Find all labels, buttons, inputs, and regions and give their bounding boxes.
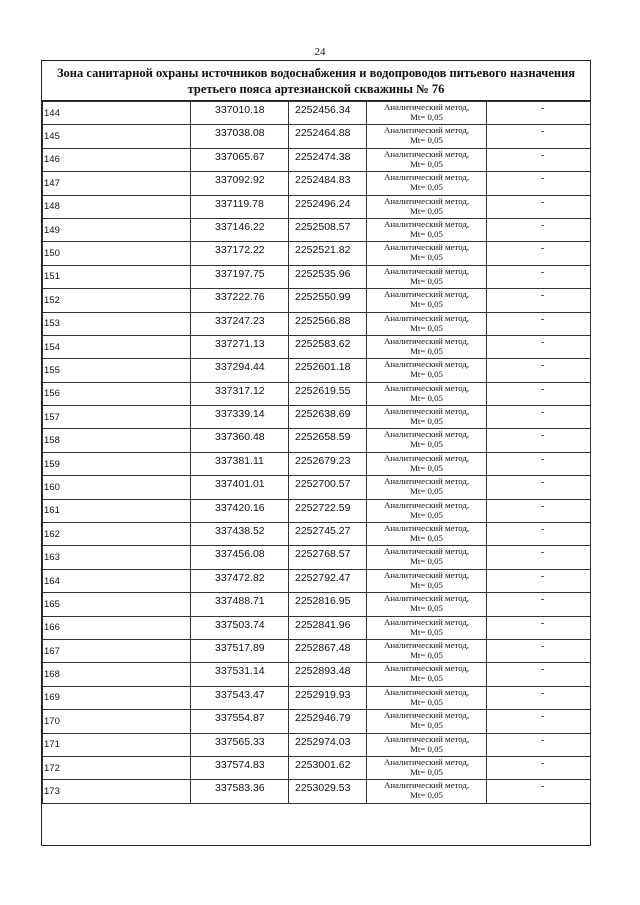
note-dash: - bbox=[540, 711, 545, 723]
note-cell bbox=[487, 148, 591, 171]
point-number-cell: 144 bbox=[43, 102, 191, 125]
table-row bbox=[43, 125, 591, 148]
table-row bbox=[43, 452, 591, 475]
table-row bbox=[43, 195, 591, 218]
note-dash: - bbox=[540, 383, 545, 395]
table-row bbox=[43, 148, 591, 171]
method-cell bbox=[367, 452, 487, 475]
method-text: Аналитический метод, bbox=[383, 148, 470, 159]
table-row bbox=[43, 476, 591, 499]
y-coordinate-cell: 2252919.93 bbox=[289, 686, 367, 709]
method-text: Аналитический метод, bbox=[383, 172, 470, 183]
y-coordinate-cell: 2252722.59 bbox=[289, 499, 367, 522]
y-coordinate-cell: 2252867.48 bbox=[289, 639, 367, 662]
method-cell bbox=[367, 546, 487, 569]
note-cell bbox=[487, 639, 591, 662]
table-row bbox=[43, 569, 591, 592]
method-text: Аналитический метод, bbox=[383, 780, 470, 791]
method-cell bbox=[367, 523, 487, 546]
y-coordinate-cell: 2252893.48 bbox=[289, 663, 367, 686]
method-text: Аналитический метод, bbox=[383, 452, 470, 463]
accuracy-text: Mt= 0,05 bbox=[410, 486, 443, 497]
method-text: Аналитический метод, bbox=[383, 125, 470, 136]
note-dash: - bbox=[540, 360, 545, 372]
note-dash: - bbox=[540, 453, 545, 465]
note-cell bbox=[487, 429, 591, 452]
note-dash: - bbox=[540, 617, 545, 629]
note-dash: - bbox=[540, 664, 545, 676]
x-coordinate-cell: 337271.13 bbox=[191, 335, 289, 358]
point-number-cell: 153 bbox=[43, 312, 191, 335]
note-dash: - bbox=[540, 290, 545, 302]
y-coordinate-cell: 2252550.99 bbox=[289, 289, 367, 312]
x-coordinate-cell: 337222.76 bbox=[191, 289, 289, 312]
y-coordinate-cell: 2252638.69 bbox=[289, 406, 367, 429]
x-coordinate-cell: 337438.52 bbox=[191, 523, 289, 546]
method-cell bbox=[367, 218, 487, 241]
method-cell bbox=[367, 265, 487, 288]
point-number-cell: 145 bbox=[43, 125, 191, 148]
x-coordinate-cell: 337543.47 bbox=[191, 686, 289, 709]
accuracy-text: Mt= 0,05 bbox=[410, 766, 443, 777]
note-dash: - bbox=[540, 500, 545, 512]
method-cell bbox=[367, 289, 487, 312]
method-text: Аналитический метод, bbox=[383, 710, 470, 721]
document-sheet bbox=[41, 60, 591, 846]
accuracy-text: Mt= 0,05 bbox=[410, 509, 443, 520]
y-coordinate-cell: 2252521.82 bbox=[289, 242, 367, 265]
table-row bbox=[43, 593, 591, 616]
note-cell bbox=[487, 780, 591, 803]
table-row bbox=[43, 710, 591, 733]
note-cell bbox=[487, 265, 591, 288]
accuracy-text: Mt= 0,05 bbox=[410, 158, 443, 169]
table-row bbox=[43, 756, 591, 779]
accuracy-text: Mt= 0,05 bbox=[410, 392, 443, 403]
note-dash: - bbox=[540, 734, 545, 746]
accuracy-text: Mt= 0,05 bbox=[410, 556, 443, 567]
note-cell bbox=[487, 499, 591, 522]
note-dash: - bbox=[540, 103, 545, 114]
table-row bbox=[43, 382, 591, 405]
note-cell bbox=[487, 710, 591, 733]
note-cell bbox=[487, 359, 591, 382]
method-cell bbox=[367, 148, 487, 171]
method-text: Аналитический метод, bbox=[383, 663, 470, 674]
method-cell bbox=[367, 382, 487, 405]
note-cell bbox=[487, 546, 591, 569]
note-cell bbox=[487, 102, 591, 125]
note-cell bbox=[487, 593, 591, 616]
point-number-cell: 162 bbox=[43, 523, 191, 546]
x-coordinate-cell: 337554.87 bbox=[191, 710, 289, 733]
table-row bbox=[43, 218, 591, 241]
note-dash: - bbox=[540, 173, 545, 185]
point-number-cell: 157 bbox=[43, 406, 191, 429]
table-row bbox=[43, 499, 591, 522]
y-coordinate-cell: 2252946.79 bbox=[289, 710, 367, 733]
y-coordinate-cell: 2252583.62 bbox=[289, 335, 367, 358]
note-dash: - bbox=[540, 570, 545, 582]
x-coordinate-cell: 337360.48 bbox=[191, 429, 289, 452]
accuracy-text: Mt= 0,05 bbox=[410, 252, 443, 263]
method-cell bbox=[367, 172, 487, 195]
method-cell bbox=[367, 312, 487, 335]
accuracy-text: Mt= 0,05 bbox=[410, 322, 443, 333]
note-dash: - bbox=[540, 781, 545, 793]
point-number-cell: 165 bbox=[43, 593, 191, 616]
table-row bbox=[43, 429, 591, 452]
x-coordinate-cell: 337456.08 bbox=[191, 546, 289, 569]
method-cell bbox=[367, 406, 487, 429]
method-text: Аналитический метод, bbox=[383, 756, 470, 767]
method-text: Аналитический метод, bbox=[383, 593, 470, 604]
table-row bbox=[43, 616, 591, 639]
accuracy-text: Mt= 0,05 bbox=[410, 579, 443, 590]
accuracy-text: Mt= 0,05 bbox=[410, 603, 443, 614]
note-cell bbox=[487, 569, 591, 592]
accuracy-text: Mt= 0,05 bbox=[410, 649, 443, 660]
point-number-cell: 168 bbox=[43, 663, 191, 686]
accuracy-text: Mt= 0,05 bbox=[410, 182, 443, 193]
point-number-cell: 171 bbox=[43, 733, 191, 756]
point-number-cell: 169 bbox=[43, 686, 191, 709]
accuracy-text: Mt= 0,05 bbox=[410, 275, 443, 286]
method-text: Аналитический метод, bbox=[383, 523, 470, 534]
method-cell bbox=[367, 710, 487, 733]
x-coordinate-cell: 337583.36 bbox=[191, 780, 289, 803]
method-text: Аналитический метод, bbox=[383, 195, 470, 206]
accuracy-text: Mt= 0,05 bbox=[410, 743, 443, 754]
y-coordinate-cell: 2252464.88 bbox=[289, 125, 367, 148]
note-cell bbox=[487, 335, 591, 358]
table-row bbox=[43, 686, 591, 709]
x-coordinate-cell: 337294.44 bbox=[191, 359, 289, 382]
y-coordinate-cell: 2252508.57 bbox=[289, 218, 367, 241]
point-number-cell: 170 bbox=[43, 710, 191, 733]
y-coordinate-cell: 2252484.83 bbox=[289, 172, 367, 195]
table-row bbox=[43, 265, 591, 288]
title-line-2: третьего пояса артезианской скважины № 76 bbox=[187, 82, 445, 96]
method-cell bbox=[367, 429, 487, 452]
method-text: Аналитический метод, bbox=[383, 218, 470, 229]
table-row bbox=[43, 312, 591, 335]
method-text: Аналитический метод, bbox=[383, 569, 470, 580]
method-text: Аналитический метод, bbox=[383, 546, 470, 557]
x-coordinate-cell: 337317.12 bbox=[191, 382, 289, 405]
method-cell bbox=[367, 335, 487, 358]
x-coordinate-cell: 337531.14 bbox=[191, 663, 289, 686]
x-coordinate-cell: 337197.75 bbox=[191, 265, 289, 288]
note-dash: - bbox=[540, 524, 545, 536]
method-text: Аналитический метод, bbox=[383, 686, 470, 697]
y-coordinate-cell: 2252601.18 bbox=[289, 359, 367, 382]
point-number-cell: 161 bbox=[43, 499, 191, 522]
y-coordinate-cell: 2253001.62 bbox=[289, 756, 367, 779]
y-coordinate-cell: 2252496.24 bbox=[289, 195, 367, 218]
accuracy-text: Mt= 0,05 bbox=[410, 673, 443, 684]
point-number-cell: 147 bbox=[43, 172, 191, 195]
method-text: Аналитический метод, bbox=[383, 102, 470, 112]
y-coordinate-cell: 2252768.57 bbox=[289, 546, 367, 569]
accuracy-text: Mt= 0,05 bbox=[410, 345, 443, 356]
y-coordinate-cell: 2252456.34 bbox=[289, 102, 367, 125]
accuracy-text: Mt= 0,05 bbox=[410, 626, 443, 637]
y-coordinate-cell: 2252745.27 bbox=[289, 523, 367, 546]
method-text: Аналитический метод, bbox=[383, 289, 470, 300]
note-cell bbox=[487, 406, 591, 429]
note-cell bbox=[487, 733, 591, 756]
method-cell bbox=[367, 780, 487, 803]
x-coordinate-cell: 337092.92 bbox=[191, 172, 289, 195]
y-coordinate-cell: 2252792.47 bbox=[289, 569, 367, 592]
note-dash: - bbox=[540, 594, 545, 606]
accuracy-text: Mt= 0,05 bbox=[410, 299, 443, 310]
method-cell bbox=[367, 499, 487, 522]
method-text: Аналитический метод, bbox=[383, 382, 470, 393]
x-coordinate-cell: 337010.18 bbox=[191, 102, 289, 125]
table-row bbox=[43, 102, 591, 125]
x-coordinate-cell: 337574.83 bbox=[191, 756, 289, 779]
method-cell bbox=[367, 686, 487, 709]
table-row bbox=[43, 780, 591, 803]
note-dash: - bbox=[540, 126, 545, 138]
point-number-cell: 160 bbox=[43, 476, 191, 499]
table-row bbox=[43, 172, 591, 195]
title-line-1: Зона санитарной охраны источников водоснабжения и водопроводов питьевого назначения bbox=[56, 66, 576, 80]
x-coordinate-cell: 337247.23 bbox=[191, 312, 289, 335]
note-dash: - bbox=[540, 266, 545, 278]
point-number-cell: 167 bbox=[43, 639, 191, 662]
table-row bbox=[43, 406, 591, 429]
accuracy-text: Mt= 0,05 bbox=[410, 205, 443, 216]
accuracy-text: Mt= 0,05 bbox=[410, 790, 443, 801]
method-text: Аналитический метод, bbox=[383, 499, 470, 510]
note-dash: - bbox=[540, 757, 545, 769]
method-text: Аналитический метод, bbox=[383, 616, 470, 627]
note-dash: - bbox=[540, 547, 545, 559]
table-row bbox=[43, 639, 591, 662]
method-text: Аналитический метод, bbox=[383, 429, 470, 440]
x-coordinate-cell: 337172.22 bbox=[191, 242, 289, 265]
method-cell bbox=[367, 569, 487, 592]
accuracy-text: Mt= 0,05 bbox=[410, 533, 443, 544]
point-number-cell: 159 bbox=[43, 452, 191, 475]
note-cell bbox=[487, 172, 591, 195]
x-coordinate-cell: 337401.01 bbox=[191, 476, 289, 499]
method-cell bbox=[367, 242, 487, 265]
note-dash: - bbox=[540, 430, 545, 442]
accuracy-text: Mt= 0,05 bbox=[410, 112, 443, 122]
accuracy-text: Mt= 0,05 bbox=[410, 696, 443, 707]
note-cell bbox=[487, 756, 591, 779]
point-number-cell: 151 bbox=[43, 265, 191, 288]
method-cell bbox=[367, 102, 487, 125]
y-coordinate-cell: 2252566.88 bbox=[289, 312, 367, 335]
y-coordinate-cell: 2252474.38 bbox=[289, 148, 367, 171]
method-cell bbox=[367, 616, 487, 639]
y-coordinate-cell: 2252816.95 bbox=[289, 593, 367, 616]
coordinates-table-body bbox=[43, 102, 591, 804]
note-dash: - bbox=[540, 336, 545, 348]
note-cell bbox=[487, 523, 591, 546]
point-number-cell: 164 bbox=[43, 569, 191, 592]
x-coordinate-cell: 337488.71 bbox=[191, 593, 289, 616]
y-coordinate-cell: 2252535.96 bbox=[289, 265, 367, 288]
table-row bbox=[43, 359, 591, 382]
x-coordinate-cell: 337065.67 bbox=[191, 148, 289, 171]
method-text: Аналитический метод, bbox=[383, 359, 470, 370]
point-number-cell: 150 bbox=[43, 242, 191, 265]
note-dash: - bbox=[540, 687, 545, 699]
x-coordinate-cell: 337146.22 bbox=[191, 218, 289, 241]
method-cell bbox=[367, 125, 487, 148]
y-coordinate-cell: 2252679.23 bbox=[289, 452, 367, 475]
method-cell bbox=[367, 593, 487, 616]
note-cell bbox=[487, 452, 591, 475]
method-cell bbox=[367, 733, 487, 756]
note-dash: - bbox=[540, 219, 545, 231]
point-number-cell: 146 bbox=[43, 148, 191, 171]
x-coordinate-cell: 337119.78 bbox=[191, 195, 289, 218]
x-coordinate-cell: 337517.89 bbox=[191, 639, 289, 662]
accuracy-text: Mt= 0,05 bbox=[410, 416, 443, 427]
note-cell bbox=[487, 125, 591, 148]
accuracy-text: Mt= 0,05 bbox=[410, 228, 443, 239]
method-text: Аналитический метод, bbox=[383, 242, 470, 253]
note-dash: - bbox=[540, 477, 545, 489]
accuracy-text: Mt= 0,05 bbox=[410, 462, 443, 473]
note-cell bbox=[487, 195, 591, 218]
x-coordinate-cell: 337339.14 bbox=[191, 406, 289, 429]
method-cell bbox=[367, 663, 487, 686]
accuracy-text: Mt= 0,05 bbox=[410, 720, 443, 731]
point-number-cell: 149 bbox=[43, 218, 191, 241]
method-cell bbox=[367, 756, 487, 779]
table-row bbox=[43, 242, 591, 265]
point-number-cell: 158 bbox=[43, 429, 191, 452]
y-coordinate-cell: 2253029.53 bbox=[289, 780, 367, 803]
accuracy-text: Mt= 0,05 bbox=[410, 369, 443, 380]
note-dash: - bbox=[540, 243, 545, 255]
method-cell bbox=[367, 639, 487, 662]
method-cell bbox=[367, 476, 487, 499]
point-number-cell: 166 bbox=[43, 616, 191, 639]
coordinates-table bbox=[42, 101, 591, 804]
x-coordinate-cell: 337381.11 bbox=[191, 452, 289, 475]
method-text: Аналитический метод, bbox=[383, 406, 470, 417]
x-coordinate-cell: 337038.08 bbox=[191, 125, 289, 148]
point-number-cell: 155 bbox=[43, 359, 191, 382]
note-dash: - bbox=[540, 313, 545, 325]
point-number-cell: 173 bbox=[43, 780, 191, 803]
method-cell bbox=[367, 195, 487, 218]
note-cell bbox=[487, 289, 591, 312]
y-coordinate-cell: 2252658.59 bbox=[289, 429, 367, 452]
method-cell bbox=[367, 359, 487, 382]
note-cell bbox=[487, 663, 591, 686]
point-number-cell: 152 bbox=[43, 289, 191, 312]
method-text: Аналитический метод, bbox=[383, 733, 470, 744]
note-cell bbox=[487, 218, 591, 241]
note-cell bbox=[487, 616, 591, 639]
method-text: Аналитический метод, bbox=[383, 265, 470, 276]
note-cell bbox=[487, 242, 591, 265]
note-cell bbox=[487, 686, 591, 709]
method-text: Аналитический метод, bbox=[383, 476, 470, 487]
method-text: Аналитический метод, bbox=[383, 639, 470, 650]
method-text: Аналитический метод, bbox=[383, 335, 470, 346]
x-coordinate-cell: 337565.33 bbox=[191, 733, 289, 756]
accuracy-text: Mt= 0,05 bbox=[410, 135, 443, 146]
method-text: Аналитический метод, bbox=[383, 312, 470, 323]
note-cell bbox=[487, 382, 591, 405]
x-coordinate-cell: 337472.82 bbox=[191, 569, 289, 592]
document-title bbox=[42, 61, 590, 101]
y-coordinate-cell: 2252974.03 bbox=[289, 733, 367, 756]
table-row bbox=[43, 523, 591, 546]
page-number: 24 bbox=[314, 46, 326, 58]
accuracy-text: Mt= 0,05 bbox=[410, 439, 443, 450]
note-dash: - bbox=[540, 149, 545, 161]
note-dash: - bbox=[540, 407, 545, 419]
table-row bbox=[43, 335, 591, 358]
note-dash: - bbox=[540, 196, 545, 208]
note-cell bbox=[487, 312, 591, 335]
table-row bbox=[43, 733, 591, 756]
y-coordinate-cell: 2252700.57 bbox=[289, 476, 367, 499]
point-number-cell: 156 bbox=[43, 382, 191, 405]
point-number-cell: 172 bbox=[43, 756, 191, 779]
x-coordinate-cell: 337420.16 bbox=[191, 499, 289, 522]
y-coordinate-cell: 2252841.96 bbox=[289, 616, 367, 639]
point-number-cell: 148 bbox=[43, 195, 191, 218]
table-row bbox=[43, 289, 591, 312]
table-row bbox=[43, 546, 591, 569]
point-number-cell: 154 bbox=[43, 335, 191, 358]
note-dash: - bbox=[540, 640, 545, 652]
table-row bbox=[43, 663, 591, 686]
x-coordinate-cell: 337503.74 bbox=[191, 616, 289, 639]
point-number-cell: 163 bbox=[43, 546, 191, 569]
y-coordinate-cell: 2252619.55 bbox=[289, 382, 367, 405]
note-cell bbox=[487, 476, 591, 499]
